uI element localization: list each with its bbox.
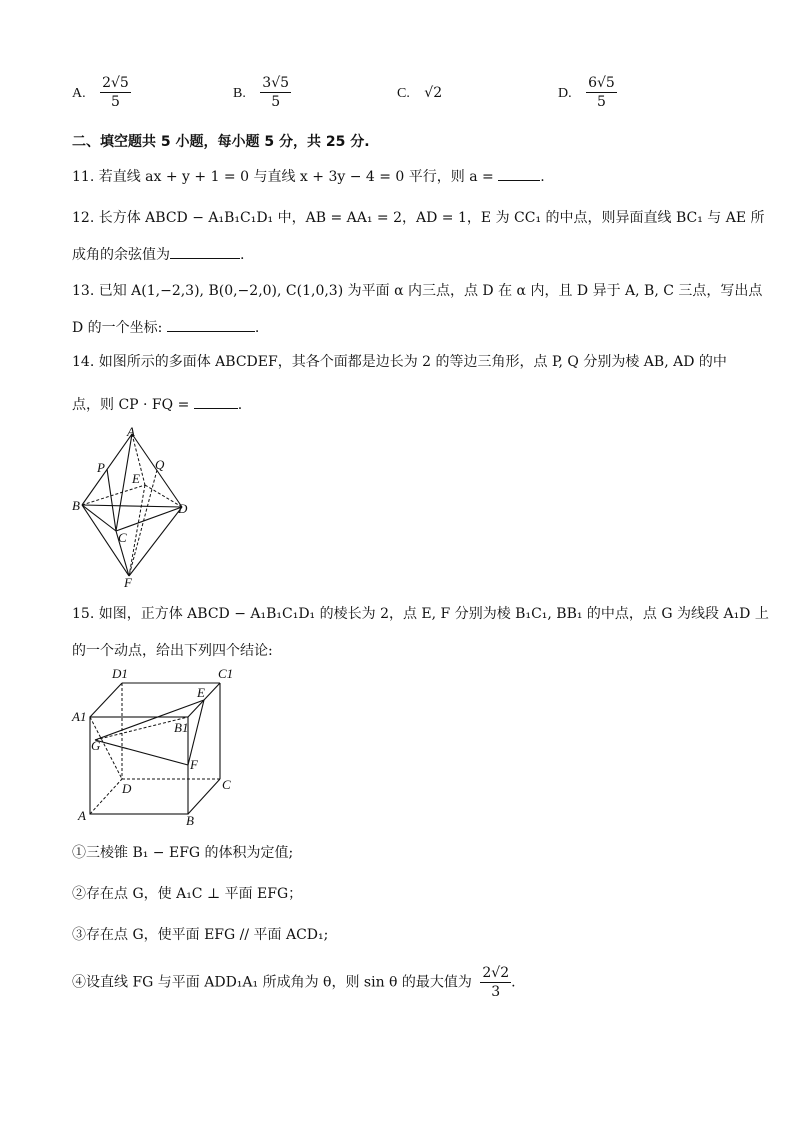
vertex-label-d: D bbox=[178, 501, 188, 516]
option-letter: B. bbox=[233, 85, 246, 101]
question-13-line-1: 13. 已知 A(1,−2,3), B(0,−2,0), C(1,0,3) 为平面 α 内三点，点 D 在 α 内，且 D 异于 A, B, C 三点，写出点 bbox=[72, 283, 763, 299]
fraction-denominator: 5 bbox=[110, 94, 120, 110]
question-11-text: 11. 若直线 ax + y + 1 = 0 与直线 x + 3y − 4 = 0 平行，则 a = bbox=[72, 169, 499, 185]
option-letter: D. bbox=[558, 85, 572, 101]
question-end-mark: . bbox=[540, 169, 545, 185]
option-b bbox=[233, 76, 291, 109]
vertex-label-e: E bbox=[132, 471, 140, 486]
vertex-label-b: B bbox=[186, 813, 194, 828]
section-title: 二、填空题共 5 小题，每小题 5 分，共 25 分. bbox=[72, 134, 370, 150]
vertex-label-c: C bbox=[118, 530, 127, 545]
fraction-denominator: 3 bbox=[491, 984, 501, 1000]
question-14-line-1: 14. 如图所示的多面体 ABCDEF，其各个面都是边长为 2 的等边三角形，点 P, Q 分别为棱 AB, AD 的中 bbox=[72, 354, 727, 370]
question-14-line-2 bbox=[72, 394, 242, 415]
vertex-label-b1: B1 bbox=[174, 720, 189, 735]
option-letter: A. bbox=[72, 85, 86, 101]
vertex-label-q: Q bbox=[155, 457, 165, 472]
question-15-line-1: 15. 如图，正方体 ABCD − A₁B₁C₁D₁ 的棱长为 2，点 E, F 分别为棱 B₁C₁, BB₁ 的中点，点 G 为线段 A₁D 上 bbox=[72, 606, 769, 622]
fraction-denominator: 5 bbox=[596, 94, 606, 110]
vertex-label-d: D bbox=[122, 781, 132, 796]
question-14-text: 点，则 CP · FQ = bbox=[72, 397, 194, 413]
option-d bbox=[558, 76, 617, 109]
figure-15-cube bbox=[70, 663, 245, 828]
vertex-label-c1: C1 bbox=[218, 666, 234, 681]
conclusion-2: ②存在点 G，使 A₁C ⊥ 平面 EFG； bbox=[72, 886, 303, 902]
conclusion-4-text: ④设直线 FG 与平面 ADD₁A₁ 所成角为 θ，则 sin θ 的最大值为 bbox=[72, 974, 472, 991]
fraction-numerator: 6√5 bbox=[588, 75, 615, 91]
vertex-label-f: F bbox=[124, 575, 132, 590]
vertex-label-e: E bbox=[197, 685, 205, 700]
vertex-label-d1: D1 bbox=[112, 666, 128, 681]
vertex-label-a: A bbox=[127, 425, 135, 439]
vertex-label-a: A bbox=[78, 808, 86, 823]
answer-blank[interactable] bbox=[498, 166, 540, 181]
fraction-numerator: 2√2 bbox=[482, 965, 510, 981]
question-13-line-2 bbox=[72, 317, 259, 338]
question-15-line-2: 的一个动点，给出下列四个结论: bbox=[72, 643, 273, 659]
option-c bbox=[397, 85, 442, 102]
vertex-label-f: F bbox=[190, 757, 198, 772]
question-end-mark: . bbox=[240, 247, 245, 263]
fraction-denominator: 5 bbox=[271, 94, 281, 110]
option-d-fraction bbox=[586, 76, 617, 109]
vertex-label-a1: A1 bbox=[72, 709, 87, 724]
option-letter: C. bbox=[397, 86, 410, 101]
option-a-fraction bbox=[100, 76, 131, 109]
conclusion-3: ③存在点 G，使平面 EFG // 平面 ACD₁; bbox=[72, 927, 329, 943]
question-end-mark: . bbox=[254, 320, 260, 336]
fraction-numerator: 2√5 bbox=[102, 75, 129, 91]
vertex-label-c: C bbox=[222, 777, 231, 792]
vertex-label-b: B bbox=[72, 498, 80, 513]
conclusion-4 bbox=[72, 966, 516, 999]
option-a bbox=[72, 76, 131, 109]
conclusion-4-fraction bbox=[480, 966, 511, 999]
question-13-text: D 的一个坐标: bbox=[72, 320, 167, 336]
question-end-mark: . bbox=[237, 397, 243, 413]
option-b-fraction bbox=[260, 76, 291, 109]
question-12-line-1: 12. 长方体 ABCD − A₁B₁C₁D₁ 中，AB = AA₁ = 2，AD = 1，E 为 CC₁ 的中点，则异面直线 BC₁ 与 AE 所 bbox=[72, 210, 765, 226]
vertex-label-p: P bbox=[97, 460, 105, 475]
vertex-label-g: G bbox=[91, 738, 101, 753]
option-c-value: √2 bbox=[424, 85, 443, 101]
answer-blank[interactable] bbox=[170, 244, 240, 259]
figure-14-octahedron bbox=[70, 425, 200, 590]
question-end-mark: . bbox=[511, 974, 516, 991]
answer-blank[interactable] bbox=[194, 394, 238, 409]
question-11 bbox=[72, 166, 545, 187]
question-12-text: 成角的余弦值为 bbox=[72, 247, 170, 263]
fraction-numerator: 3√5 bbox=[262, 75, 290, 91]
conclusion-1: ①三棱锥 B₁ − EFG 的体积为定值; bbox=[72, 845, 294, 861]
question-12-line-2 bbox=[72, 244, 244, 265]
answer-blank[interactable] bbox=[167, 317, 255, 332]
